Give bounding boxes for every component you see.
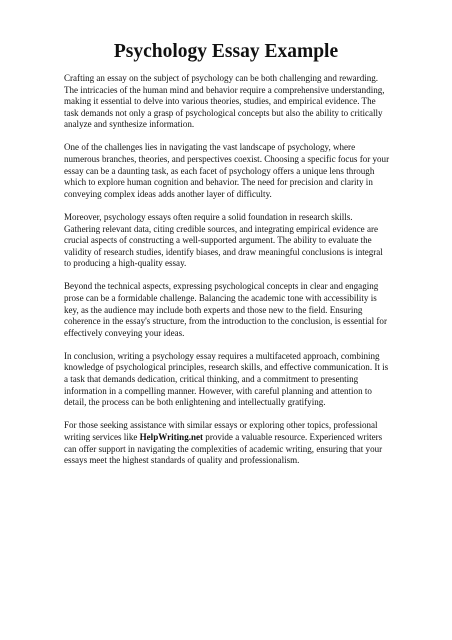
paragraph-challenges: One of the challenges lies in navigating the vast landscape of psychology, where numerous branches, theories, and perspectives coexist. Choosing a specific focus for your essay can be a daunting task, as each facet of psychology offers a unique lens through which to explore human cognition and behavior. The need for precision and clarity in conveying complex ideas adds another layer of difficulty.: [64, 142, 390, 199]
paragraph-intro: Crafting an essay on the subject of psychology can be both challenging and rewarding. The intricacies of the human mind and behavior require a comprehensive understanding, making it essential to delve into various theories, studies, and empirical evidence. The task demands not only a grasp of psychological concepts but also the ability to critically analyze and synthesize information.: [64, 73, 385, 130]
page-title: Psychology Essay Example: [113, 41, 339, 62]
assistance-text-before: For those seeking assistance with similar essays or exploring other topics, professional writing services like: [64, 420, 378, 442]
helpwriting-link[interactable]: HelpWriting.net: [139, 431, 204, 442]
paragraph-research: Moreover, psychology essays often require a solid foundation in research skills. Gathering relevant data, citing credible sources, and integrating empirical evidence are crucial aspects of constructing a well-supported argument. The ability to evaluate the validity of research studies, identify biases, and draw meaningful conclusions is integral to producing a high-quality essay.: [64, 211, 383, 269]
paragraph-conclusion: In conclusion, writing a psychology essay requires a multifaceted approach, combining knowledge of psychological principles, research skills, and effective communication. It is a task that demands dedication, critical thinking, and a commitment to presenting information in a compelling manner. However, with careful planning and attention to detail, the process can be both enlightening and intellectually gratifying.: [64, 350, 389, 408]
paragraph-technical: Beyond the technical aspects, expressing psychological concepts in clear and engaging prose can be a formidable challenge. Balancing the academic tone with accessibility is key, as the audience may include both experts and those new to the field. Ensuring coherence in the essay's structure, from the introduction to the conclusion, is essential for effectively conveying your ideas.: [64, 281, 387, 338]
paragraph-assistance: [64, 420, 390, 466]
essay-body: [64, 73, 390, 478]
assistance-text-after: provide a valuable resource. Experienced writers can offer support in navigating the complexities of academic writing, ensuring that your essays meet the highest standards of quality and professionalism.: [64, 431, 383, 466]
